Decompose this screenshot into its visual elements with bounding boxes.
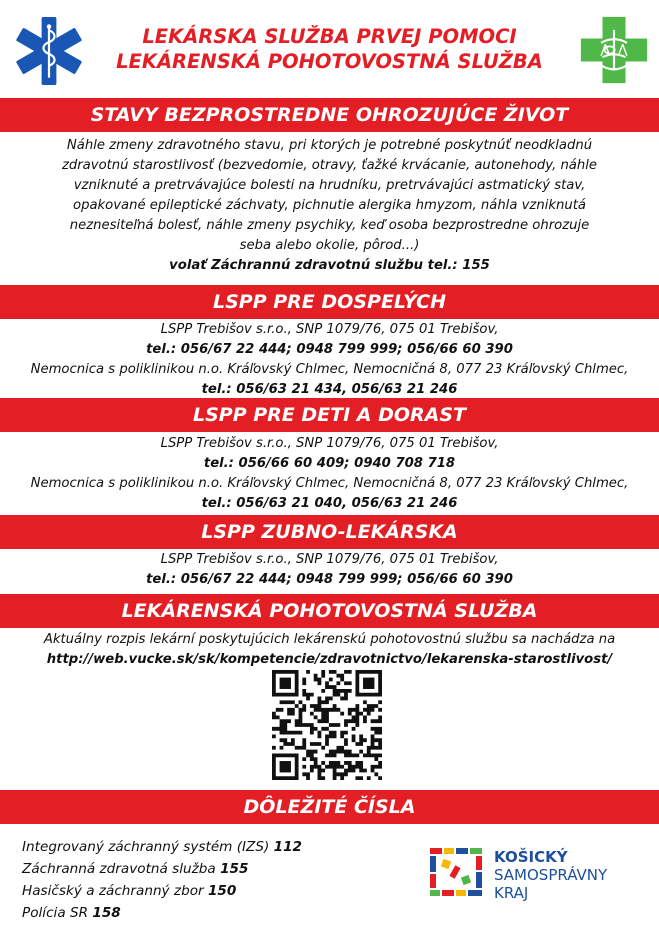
- dental-phone-1: tel.: 056/67 22 444; 0948 799 999; 056/66 60 390: [146, 572, 513, 587]
- adults-info: [0, 320, 659, 400]
- list-item: [22, 880, 302, 902]
- children-phone-2: tel.: 056/63 21 040, 056/63 21 246: [201, 496, 458, 511]
- children-address-1: LSPP Trebišov s.r.o., SNP 1079/76, 075 01 Trebišov,: [160, 436, 499, 451]
- emergency-text: [0, 136, 659, 276]
- number-label: Polícia SR: [22, 905, 89, 921]
- ksk-logo-icon: [428, 846, 484, 900]
- section-heading-emergency: STAVY BEZPROSTREDNE OHROZUJÚCE ŽIVOT: [0, 98, 659, 132]
- section-heading-dental: LSPP ZUBNO-LEKÁRSKA: [0, 515, 659, 549]
- title-line-2: LEKÁRENSKÁ POHOTOVOSTNÁ SLUŽBA: [116, 50, 543, 73]
- emergency-line: seba alebo okolie, pôrod...): [239, 238, 420, 253]
- qr-code-icon[interactable]: [272, 670, 382, 780]
- emergency-line: vzniknuté a pretrvávajúce bolesti na hrudníku, pretrvávajúci astmatický stav,: [73, 178, 586, 193]
- number-label: Záchranná zdravotná služba: [22, 861, 216, 877]
- ksk-logo-text: [494, 848, 607, 902]
- children-phone-1: tel.: 056/66 60 409; 0940 708 718: [203, 456, 456, 471]
- list-item: [22, 902, 302, 924]
- title-line-1: LEKÁRSKA SLUŽBA PRVEJ POMOCI: [142, 25, 517, 48]
- children-info: [0, 434, 659, 514]
- adults-address-2: Nemocnica s poliklinikou n.o. Kráľovský Chlmec, Nemocničná 8, 077 23 Kráľovský Chlmec,: [30, 362, 629, 377]
- pharmacy-url[interactable]: http://web.vucke.sk/sk/kompetencie/zdravotnictvo/lekarenska-starostlivost/: [46, 652, 613, 667]
- emergency-line: zdravotnú starostlivosť (bezvedomie, otravy, ťažké krvácanie, autonehody, náhle: [61, 158, 598, 173]
- emergency-call: volať Záchrannú zdravotnú službu tel.: 155: [169, 258, 490, 273]
- pharmacy-info: [0, 630, 659, 670]
- emergency-line: Náhle zmeny zdravotného stavu, pri ktorých je potrebné poskytnúť neodkladnú: [66, 138, 593, 153]
- number-value: 155: [220, 861, 249, 877]
- logo-line-1: KOŠICKÝ: [494, 848, 568, 866]
- header: [0, 0, 659, 96]
- section-heading-adults: LSPP PRE DOSPELÝCH: [0, 285, 659, 319]
- adults-phone-2: tel.: 056/63 21 434, 056/63 21 246: [201, 382, 458, 397]
- number-label: Integrovaný záchranný systém (IZS): [22, 839, 270, 855]
- important-numbers-list: [22, 836, 302, 924]
- list-item: [22, 858, 302, 880]
- pharmacy-cross-icon: [578, 14, 650, 86]
- emergency-line: neznesiteľná bolesť, náhle zmeny psychiky, keď osoba bezprostredne ohrozuje: [69, 218, 590, 233]
- emergency-line: opakované epileptické záchvaty, pichnutie alergika hmyzom, náhla vzniknutá: [73, 198, 586, 213]
- section-heading-numbers: DÔLEŽITÉ ČÍSLA: [0, 790, 659, 824]
- dental-info: [0, 550, 659, 590]
- list-item: [22, 836, 302, 858]
- logo-line-3: KRAJ: [494, 884, 529, 902]
- logo-line-2: SAMOSPRÁVNY: [494, 866, 608, 884]
- number-label: Hasičský a záchranný zbor: [22, 883, 204, 899]
- dental-address-1: LSPP Trebišov s.r.o., SNP 1079/76, 075 01 Trebišov,: [160, 552, 499, 567]
- adults-address-1: LSPP Trebišov s.r.o., SNP 1079/76, 075 01 Trebišov,: [160, 322, 499, 337]
- star-of-life-icon: [12, 14, 86, 88]
- section-heading-pharmacy: LEKÁRENSKÁ POHOTOVOSTNÁ SLUŽBA: [0, 594, 659, 628]
- children-address-2: Nemocnica s poliklinikou n.o. Kráľovský Chlmec, Nemocničná 8, 077 23 Kráľovský Chlmec,: [30, 476, 629, 491]
- page-title: [100, 24, 559, 74]
- number-value: 158: [92, 905, 121, 921]
- adults-phone-1: tel.: 056/67 22 444; 0948 799 999; 056/66 60 390: [146, 342, 513, 357]
- section-heading-children: LSPP PRE DETI A DORAST: [0, 398, 659, 432]
- number-value: 150: [207, 883, 237, 899]
- number-value: 112: [273, 839, 303, 855]
- pharmacy-text: Aktuálny rozpis lekární poskytujúcich lekárenskú pohotovostnú službu sa nachádza na: [43, 632, 616, 647]
